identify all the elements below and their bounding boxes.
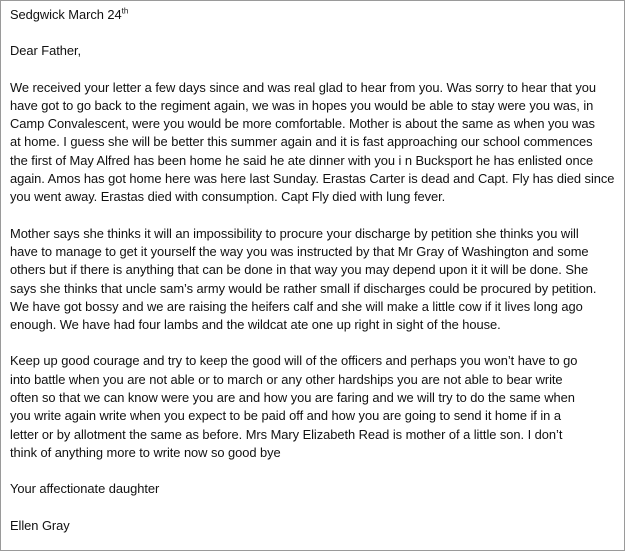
heading-date-suffix: th <box>121 6 129 16</box>
spacer <box>10 334 620 352</box>
letter-document <box>10 6 620 535</box>
signature: Ellen Gray <box>10 517 70 533</box>
paragraph-line: have to manage to get it yourself the way you was instructed by that Mr Gray of Washington and some <box>10 243 589 259</box>
paragraph-2 <box>10 225 620 335</box>
paragraph-line: the first of May Alfred has been home he said he ate dinner with you i n Bucksport he has enlisted once <box>10 152 594 168</box>
letter-heading <box>10 6 620 24</box>
paragraph-line: says she thinks that uncle sam’s army would be rather small if discharges could be procured by petition. <box>10 280 597 296</box>
spacer <box>10 462 620 480</box>
paragraph-line: letter or by allotment the same as before. Mrs Mary Elizabeth Read is mother of a little son. I don’t <box>10 426 563 442</box>
paragraph-line: Camp Convalescent, were you would be more comfortable. Mother is about the same as when you was <box>10 116 595 132</box>
paragraph-line: think of anything more to write now so good bye <box>10 444 281 460</box>
closing: Your affectionate daughter <box>10 481 160 497</box>
spacer <box>10 61 620 79</box>
heading-place-date: Sedgwick March 24 <box>10 7 122 22</box>
paragraph-3 <box>10 352 620 462</box>
paragraph-line: Mother says she thinks it will an impossibility to procure your discharge by petition she thinks you will <box>10 225 579 241</box>
paragraph-line: enough. We have had four lambs and the wildcat ate one up right in sight of the house. <box>10 317 501 333</box>
paragraph-line: have got to go back to the regiment again, we was in hopes you would be able to stay were you was, in <box>10 97 594 113</box>
spacer <box>10 207 620 225</box>
paragraph-line: at home. I guess she will be better this summer again and it is fast approaching our school commences <box>10 134 593 150</box>
spacer <box>10 499 620 517</box>
spacer <box>10 24 620 42</box>
paragraph-line: others but if there is anything that can be done in that way you may depend upon it it will be done. She <box>10 262 589 278</box>
paragraph-line: We have got bossy and we are raising the heifers calf and she will make a little cow if it lives long ago <box>10 298 583 314</box>
salutation: Dear Father, <box>10 43 82 59</box>
paragraph-line: Keep up good courage and try to keep the good will of the officers and perhaps you won’t have to go <box>10 353 578 369</box>
paragraph-line: you write again write when you expect to be paid off and how you are going to send it home if in a <box>10 408 561 424</box>
paragraph-line: often so that we can know were you are and how you are faring and we will try to do the same when <box>10 390 575 406</box>
paragraph-line: We received your letter a few days since and was real glad to hear from you. Was sorry to hear that you <box>10 79 596 95</box>
paragraph-line: again. Amos has got home here was here last Sunday. Erastas Carter is dead and Capt. Fly has died since <box>10 171 615 187</box>
paragraph-line: you went away. Erastas died with consumption. Capt Fly died with lung fever. <box>10 189 446 205</box>
paragraph-1 <box>10 79 620 207</box>
paragraph-line: into battle when you are not able or to march or any other hardships you are not able to bear write <box>10 371 563 387</box>
